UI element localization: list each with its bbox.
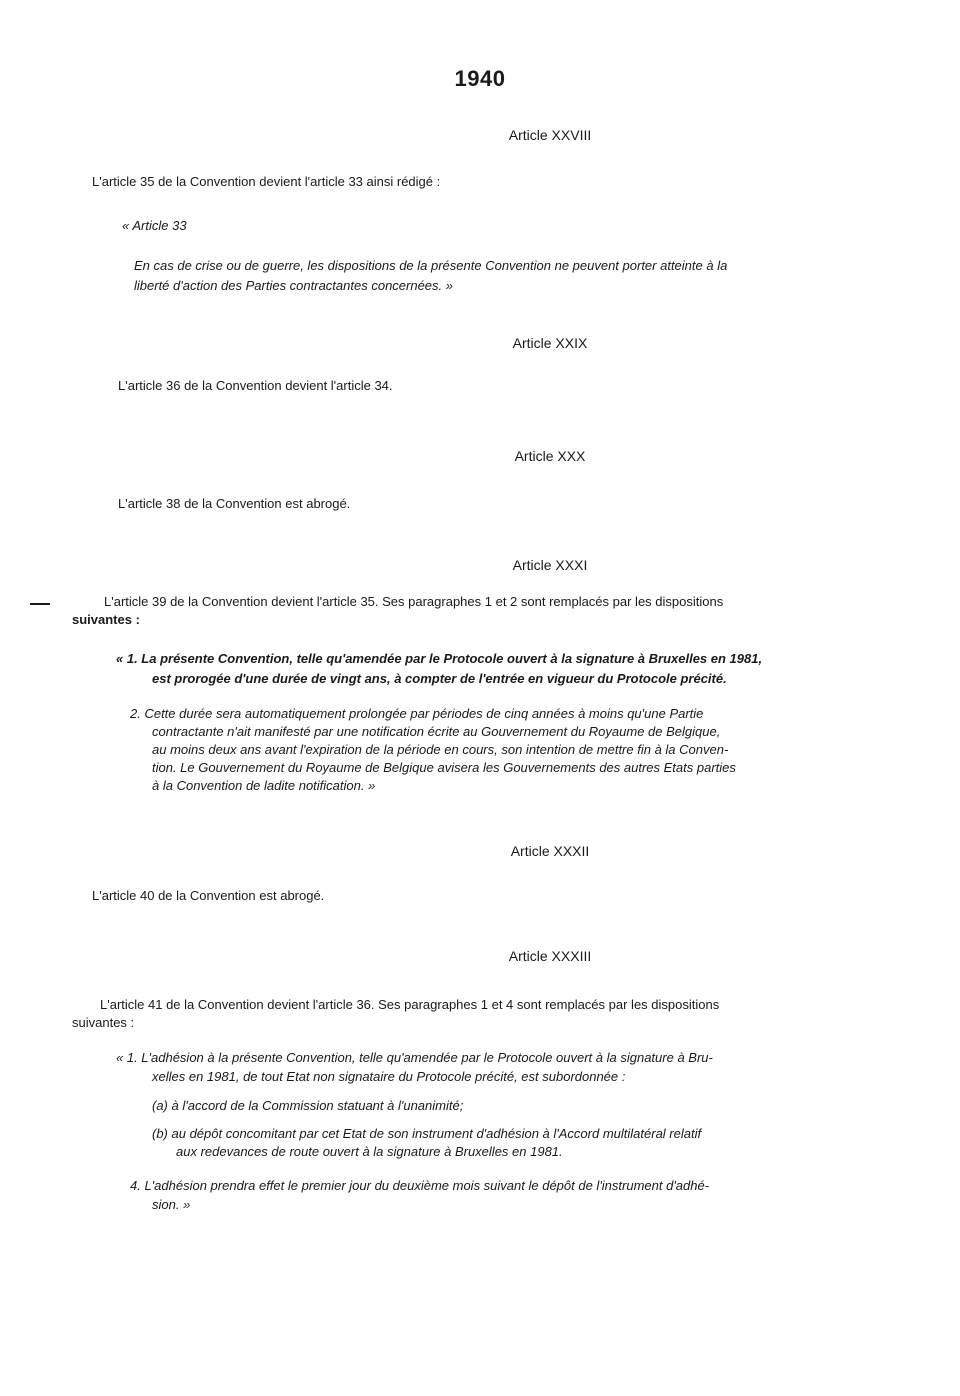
article-xxix-heading: Article XXIX: [512, 335, 588, 351]
article-xxxi-p2-line: contractante n'ait manifesté par une notification écrite au Gouvernement du Royaume de Belgique,: [152, 724, 721, 739]
article-xxxiii-p4-line: 4. L'adhésion prendra effet le premier jour du deuxième mois suivant le dépôt de l'instrument d'adhé-: [130, 1178, 710, 1193]
article-xxviii-quote-line: En cas de crise ou de guerre, les dispositions de la présente Convention ne peuvent porter atteinte à la: [134, 258, 728, 273]
article-xxxiii-pb-line: aux redevances de route ouvert à la signature à Bruxelles en 1981.: [176, 1144, 563, 1159]
article-xxviii-heading: Article XXVIII: [508, 127, 592, 143]
article-xxxiii-p1-line: xelles en 1981, de tout Etat non signataire du Protocole précité, est subordonnée :: [152, 1069, 626, 1084]
article-xxviii-quote-title: « Article 33: [122, 218, 187, 233]
article-xxxi-p1-line: « 1. La présente Convention, telle qu'amendée par le Protocole ouvert à la signature à Bruxelles en 1981,: [116, 651, 763, 666]
article-xxxiii-intro-line: suivantes :: [72, 1015, 135, 1030]
article-xxxi-p2-line: tion. Le Gouvernement du Royaume de Belgique avisera les Gouvernements des autres Etats parties: [152, 760, 736, 775]
article-xxx-text: L'article 38 de la Convention est abrogé.: [118, 496, 351, 511]
article-xxxi-heading: Article XXXI: [512, 557, 588, 573]
article-xxxiii-p4-line: sion. »: [152, 1197, 191, 1212]
article-xxxiii-intro-line: L'article 41 de la Convention devient l'article 36. Ses paragraphes 1 et 4 sont remplacés par les dispositions: [100, 997, 720, 1012]
article-xxxi-intro-line: suivantes :: [72, 612, 140, 627]
article-xxxi-p2-line: au moins deux ans avant l'expiration de la période en cours, son intention de mettre fin à la Conven-: [152, 742, 729, 757]
article-xxxi-intro-line: L'article 39 de la Convention devient l'article 35. Ses paragraphes 1 et 2 sont remplacés par les dispositions: [104, 594, 724, 609]
article-xxviii-quote-line: liberté d'action des Parties contractantes concernées. »: [134, 278, 453, 293]
article-xxviii-intro: L'article 35 de la Convention devient l'article 33 ainsi rédigé :: [92, 174, 441, 189]
article-xxxiii-p1-line: « 1. L'adhésion à la présente Convention, telle qu'amendée par le Protocole ouvert à la signature à Bru-: [116, 1050, 713, 1065]
article-xxxiii-pa: (a) à l'accord de la Commission statuant à l'unanimité;: [152, 1098, 464, 1113]
article-xxx-heading: Article XXX: [514, 448, 586, 464]
article-xxxiii-pb-line: (b) au dépôt concomitant par cet Etat de son instrument d'adhésion à l'Accord multilatéral relatif: [152, 1126, 702, 1141]
article-xxxi-p2-line: 2. Cette durée sera automatiquement prolongée par périodes de cinq années à moins qu'une Partie: [130, 706, 704, 721]
article-xxxi-p1-line: est prorogée d'une durée de vingt ans, à compter de l'entrée en vigueur du Protocole précité.: [152, 671, 727, 686]
article-xxxii-text: L'article 40 de la Convention est abrogé.: [92, 888, 325, 903]
margin-mark: [30, 603, 50, 605]
article-xxix-text: L'article 36 de la Convention devient l'article 34.: [118, 378, 393, 393]
article-xxxii-heading: Article XXXII: [510, 843, 590, 859]
article-xxxi-p2-line: à la Convention de ladite notification. »: [152, 778, 376, 793]
page-number: 1940: [454, 66, 506, 91]
article-xxxiii-heading: Article XXXIII: [508, 948, 592, 964]
